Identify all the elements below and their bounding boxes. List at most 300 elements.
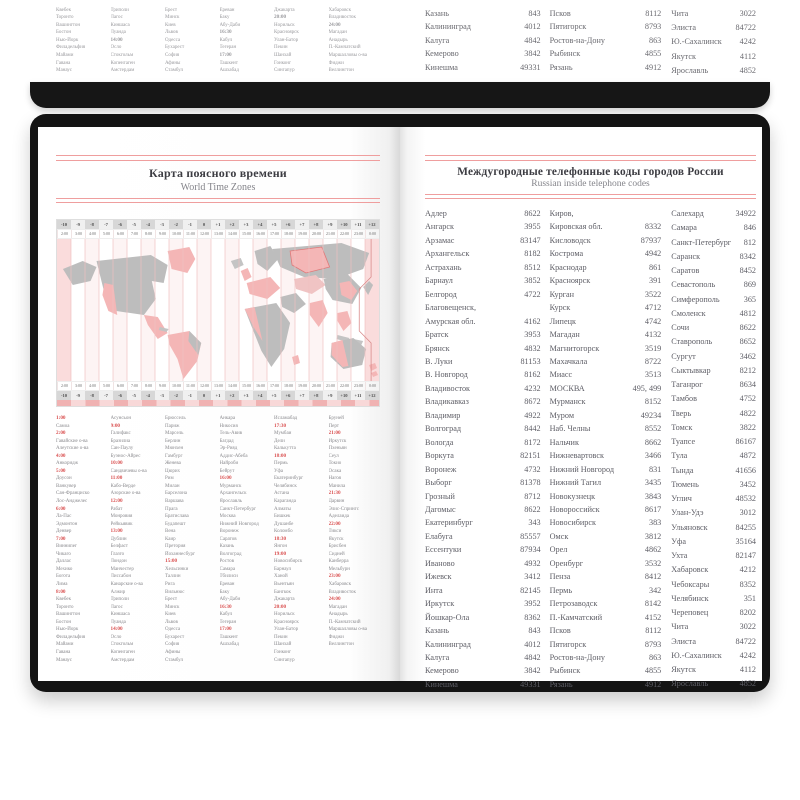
city-name: Дарвин [328, 499, 345, 505]
zone-offset-label: -2 [169, 391, 183, 400]
code-row [671, 606, 756, 620]
city-name: Орел [549, 545, 568, 555]
zone-time-label: 9:00 [155, 382, 169, 390]
city-name: Торонто [56, 15, 74, 21]
code-row [550, 382, 662, 395]
city-name: Манаус [56, 657, 73, 663]
code-row [425, 597, 541, 610]
city-name: Красноярск [274, 30, 299, 36]
phone-code: 8412 [644, 572, 662, 582]
code-row [550, 530, 662, 543]
code-row [550, 490, 662, 503]
city-name: Саранск [671, 251, 701, 261]
city-name: Хабаровск [671, 565, 709, 575]
phone-code: 4732 [524, 464, 541, 474]
city-name: Маршалловы о-ва [328, 53, 367, 59]
city-name: Багдад [219, 438, 234, 444]
page-title: Междугородные телефонные коды городов России [457, 165, 724, 178]
city-name: Хабаровск [328, 582, 352, 588]
timezone-city-list [56, 415, 380, 664]
phone-code: 8793 [644, 22, 662, 32]
city-name: Барнаул [425, 276, 453, 286]
city-name: Таганрог [671, 380, 703, 389]
city-name: П.-Камчатский [328, 619, 361, 625]
zone-offset-label: -5 [127, 220, 141, 229]
zone-time-label: 8:00 [141, 230, 155, 238]
double-rule [425, 155, 756, 161]
phone-code: 85557 [520, 531, 541, 541]
city-name: Тикси [328, 529, 342, 535]
city-name: Воркута [425, 451, 454, 461]
code-row [550, 220, 662, 233]
phone-code: 812 [743, 237, 756, 247]
zone-time-label: 18:00 [281, 230, 295, 238]
phone-code: 4212 [739, 565, 756, 575]
city-name: Самара [671, 223, 697, 233]
city-name: Рейкьявик [110, 521, 133, 527]
city-name: Чита [671, 8, 689, 18]
phone-code: 3022 [739, 622, 756, 632]
phone-code: 35164 [735, 536, 756, 546]
code-row [671, 649, 756, 663]
city-name: Ереван [219, 7, 235, 13]
timezone-hour: 18:30 [274, 535, 287, 542]
zone-offset-label: -2 [169, 220, 183, 229]
city-name: Нижний Новгород [549, 464, 615, 474]
city-name: Манаус [56, 68, 73, 74]
zone-time-label: 6:00 [113, 230, 127, 238]
double-rule [56, 155, 380, 161]
city-name: Чита [671, 622, 689, 632]
city-name: Грозный [425, 491, 455, 501]
city-name: Галифакс [110, 431, 131, 437]
code-row [550, 516, 662, 529]
code-row [550, 20, 662, 33]
code-row [425, 315, 541, 328]
zone-time-label: 18:00 [281, 382, 295, 390]
city-name: Рязань [549, 679, 573, 689]
city-name: Филадельфия [56, 634, 86, 640]
zone-offset-label: +4 [253, 220, 267, 229]
city-name: Якутск [328, 536, 344, 542]
city-name: Иркутск [328, 438, 347, 444]
phone-code: 3842 [524, 666, 541, 676]
city-name: Эдмонтон [56, 521, 78, 527]
code-row [550, 301, 662, 314]
zone-offset-label: +6 [281, 220, 295, 229]
phone-code: 4942 [644, 249, 662, 259]
city-name: Красноярск [549, 276, 591, 286]
city-name: Рабат [110, 506, 123, 512]
city-name: Кемерово [425, 49, 459, 59]
timezone-hour: 22:00 [328, 520, 341, 527]
city-name: Гонконг [274, 60, 292, 66]
phone-code: 8452 [739, 266, 756, 275]
city-name: Стамбул [165, 657, 184, 663]
zone-time-label: 14:00 [225, 382, 239, 390]
phone-code: 8722 [644, 356, 662, 366]
code-row [671, 307, 756, 321]
phone-code: 8142 [644, 599, 662, 609]
phone-codes-table [425, 207, 756, 692]
city-name: Осло [110, 45, 122, 51]
timezone-hour: 20:00 [274, 603, 287, 610]
zone-offset-label: +8 [309, 220, 323, 229]
city-name: Тамбов [671, 394, 698, 404]
city-name: Владимир [425, 410, 461, 420]
city-name: Воронеж [425, 464, 457, 474]
code-row [671, 478, 756, 492]
phone-code: 3852 [524, 276, 541, 286]
city-name: Сеул [328, 453, 339, 459]
city-name: Амурская обл. [425, 316, 476, 326]
phone-code: 84255 [735, 522, 756, 532]
city-name: Мурманск [549, 397, 586, 407]
city-name: Баку [219, 15, 230, 21]
city-name: Веллингтон [328, 642, 354, 648]
phone-code: 83147 [520, 235, 541, 245]
city-name: Ростов [219, 559, 234, 565]
timezone-column [274, 415, 326, 664]
city-name: Веллингтон [328, 68, 354, 74]
city-name: Севастополь [671, 280, 716, 290]
city-name: Казань [425, 626, 449, 636]
city-name: Ашхабад [219, 68, 239, 74]
city-name: Волгоград [219, 551, 242, 557]
city-name: Бейрут [219, 468, 235, 474]
zone-time-label: 9:00 [155, 230, 169, 238]
city-name: Курган [549, 289, 575, 299]
phone-code: 843 [528, 626, 541, 636]
code-row [550, 315, 662, 328]
code-column [550, 7, 662, 78]
phone-code: 82147 [735, 551, 756, 560]
zone-time-label: 17:00 [267, 230, 281, 238]
timezone-column [56, 7, 108, 78]
city-name: Волгоград [425, 424, 462, 434]
code-row [671, 35, 756, 49]
timezone-hour: 7:00 [56, 535, 66, 542]
code-row [671, 264, 756, 278]
code-row [671, 464, 756, 478]
phone-code: 843 [528, 8, 541, 18]
code-row [671, 663, 756, 677]
code-row [425, 301, 541, 314]
phone-code: 4712 [644, 303, 662, 313]
code-row [425, 503, 541, 516]
code-row [550, 274, 662, 287]
zone-time-label: 6:00 [113, 382, 127, 390]
code-row [671, 50, 756, 64]
phone-code: 8622 [524, 504, 541, 514]
code-row [671, 207, 756, 221]
city-name: Торонто [56, 604, 74, 610]
zone-offset-label: +10 [337, 220, 351, 229]
code-row [425, 530, 541, 543]
phone-code: 82145 [520, 585, 541, 595]
zone-offset-label: +7 [295, 391, 309, 400]
city-name: Санкт-Петербург [219, 506, 257, 512]
city-name: Белгород [425, 289, 457, 299]
city-name: Мурманск [219, 483, 242, 489]
phone-code: 82151 [520, 451, 541, 461]
code-row [550, 368, 662, 381]
code-column [550, 207, 662, 692]
phone-code: 84722 [735, 23, 756, 32]
phone-code: 863 [648, 35, 662, 45]
city-name: Ростов-на-Дону [549, 652, 605, 662]
city-name: Киншаса [110, 22, 130, 28]
code-row [671, 435, 756, 449]
city-name: Богота [56, 574, 71, 580]
code-row [550, 463, 662, 476]
city-name: Симферополь [671, 294, 720, 304]
city-name: Стамбул [165, 68, 184, 74]
zone-time-label: 2:00 [57, 230, 71, 238]
code-row [425, 342, 541, 355]
phone-code: 8617 [644, 504, 662, 514]
code-row [425, 247, 541, 260]
city-name: Луанда [110, 619, 126, 625]
zone-time-label: 12:00 [197, 382, 211, 390]
phone-code: 4912 [644, 62, 662, 72]
city-name: Омск [549, 531, 569, 541]
code-row [550, 570, 662, 583]
zone-offset-label: -8 [85, 220, 99, 229]
zone-offset-label: -4 [141, 391, 155, 400]
city-name: Цюрих [165, 468, 181, 474]
code-row [425, 584, 541, 597]
city-name: В. Луки [425, 356, 453, 366]
page-title: Карта поясного времени [149, 165, 287, 180]
city-name: Одесса [165, 37, 181, 43]
city-name: Триполи [110, 7, 129, 13]
city-name: Сургут [671, 351, 696, 361]
code-row [671, 278, 756, 292]
phone-code: 8112 [645, 626, 662, 636]
city-name: В. Новгород [425, 370, 468, 380]
code-row [425, 436, 541, 449]
previous-photo-strip [30, 0, 770, 82]
city-name: Токио [328, 461, 342, 467]
city-name: Магнитогорск [549, 343, 600, 353]
zone-offset-label: +12 [365, 220, 379, 229]
timezone-hour: 8:00 [56, 588, 66, 595]
city-name: Ставрополь [671, 337, 713, 347]
phone-code: 4932 [524, 558, 541, 568]
city-name: Иркутск [425, 599, 455, 609]
city-name: Милан [165, 483, 180, 489]
city-name: Шанхай [274, 53, 292, 59]
city-name: Тында [671, 465, 694, 475]
code-row [671, 21, 756, 35]
city-name: Ташкент [219, 634, 238, 640]
city-name: Самоа [56, 423, 70, 429]
city-name: Лиссабон [110, 574, 132, 580]
phone-code: 495, 499 [632, 383, 662, 393]
code-row [671, 620, 756, 634]
phone-code: 343 [528, 518, 541, 528]
timezone-hour: 1:00 [56, 415, 66, 421]
code-row [671, 449, 756, 463]
code-row [425, 355, 541, 368]
city-name: Бухарест [165, 45, 185, 51]
city-name: Алеутские о-ва [56, 446, 89, 452]
city-name: Адлер [425, 209, 447, 218]
city-name: Найроби [219, 461, 239, 467]
city-name: Псков [549, 8, 571, 18]
zone-time-label: 4:00 [85, 382, 99, 390]
city-name: Баку [219, 589, 230, 595]
city-name: Афины [165, 649, 181, 655]
right-page [400, 127, 762, 689]
code-row [425, 449, 541, 462]
city-name: Пятигорск [549, 639, 587, 649]
zone-offset-label: 0 [197, 391, 211, 400]
phone-code: 3462 [739, 351, 756, 361]
zone-offset-label: +9 [323, 220, 337, 229]
code-row [550, 597, 662, 610]
city-name: Владивосток [328, 589, 356, 595]
code-row [550, 409, 662, 422]
timezone-column [220, 7, 272, 78]
city-name: Мельбурн [328, 566, 350, 572]
phone-code: 3466 [644, 451, 662, 461]
city-name: Томск [671, 422, 693, 432]
city-name: Таллин [165, 574, 181, 580]
code-row [671, 535, 756, 549]
left-page [38, 127, 400, 681]
city-name: Ванкувер [56, 483, 77, 489]
zone-time-label: 3:00 [71, 230, 85, 238]
city-name: Пенза [549, 572, 571, 582]
city-name: Магадан [328, 30, 347, 36]
zone-time-label: 20:00 [309, 382, 323, 390]
code-row [550, 543, 662, 556]
city-name: Калуга [425, 652, 450, 662]
city-name: Гонконг [274, 649, 292, 655]
code-row [425, 368, 541, 381]
code-row [550, 584, 662, 597]
code-row [671, 364, 756, 378]
city-name: Берлин [165, 438, 181, 444]
city-name: Калининград [425, 639, 471, 649]
city-name: Белфаст [110, 544, 128, 550]
city-name: Ю.-Сахалинск [671, 650, 722, 660]
city-name: Глазго [110, 551, 125, 557]
city-name: Бразилиа [110, 438, 131, 444]
phone-code: 3955 [524, 222, 541, 232]
city-name: МОСКВА [549, 383, 585, 393]
phone-code: 3843 [644, 491, 662, 501]
city-name: Канберра [328, 559, 349, 565]
phone-code: 3812 [644, 531, 662, 541]
zone-time-label: 22:00 [337, 230, 351, 238]
city-name: Кабо-Верде [110, 483, 136, 489]
city-name: Львов [165, 30, 178, 36]
code-row [425, 20, 541, 33]
timezone-hour: 23:00 [328, 573, 341, 580]
code-column [671, 207, 756, 692]
city-name: Ла-Пас [56, 514, 72, 520]
zone-time-label: 22:00 [337, 382, 351, 390]
city-name: Пятигорск [549, 22, 587, 32]
phone-code: 3513 [644, 370, 662, 380]
zone-time-label: 13:00 [211, 382, 225, 390]
zone-offset-label: +8 [309, 391, 323, 400]
code-row [550, 247, 662, 260]
city-name: Бангкок [274, 589, 291, 595]
phone-code: 3842 [524, 49, 541, 59]
code-row [425, 678, 541, 691]
city-name: Ульяновск [671, 522, 708, 532]
phone-code: 861 [648, 262, 662, 272]
page-subtitle: World Time Zones [180, 181, 256, 193]
code-row [425, 490, 541, 503]
zone-offset-label: +2 [225, 391, 239, 400]
zone-time-label: 16:00 [253, 230, 267, 238]
city-name: Братислава [165, 514, 189, 520]
code-row [425, 395, 541, 408]
world-time-zones-map [56, 219, 380, 407]
city-name: Сан-Франциско [56, 491, 90, 497]
city-name: Марсель [165, 431, 184, 437]
city-name: Пхеньян [328, 446, 347, 452]
code-row [550, 557, 662, 570]
city-name: Прага [165, 506, 178, 512]
zone-times-row-bottom [57, 381, 379, 391]
code-row [425, 288, 541, 301]
city-name: Кинешма [425, 62, 458, 72]
page-subtitle: Russian inside telephone codes [531, 178, 650, 189]
zone-offset-label: -3 [155, 220, 169, 229]
code-row [671, 335, 756, 349]
phone-code: 4912 [644, 679, 662, 689]
city-name: Киншаса [110, 612, 130, 618]
world-map-graphic [57, 239, 379, 381]
city-name: Анадырь [328, 37, 348, 43]
city-name: Лагос [110, 604, 123, 610]
phone-code: 8662 [644, 437, 662, 447]
zone-time-label: 10:00 [169, 382, 183, 390]
phone-code: 365 [743, 294, 756, 304]
zone-time-label: 3:00 [71, 382, 85, 390]
city-name: Луанда [110, 30, 126, 36]
city-name: Якутск [671, 51, 696, 61]
zone-time-label: 23:00 [351, 382, 365, 390]
city-name: Астрахань [425, 262, 462, 272]
city-name: Челябинск [671, 593, 709, 603]
phone-code: 4722 [524, 289, 541, 299]
code-row [671, 677, 756, 691]
zone-offset-label: -10 [57, 391, 71, 400]
zone-time-label: 8:00 [141, 382, 155, 390]
code-row [550, 7, 662, 20]
code-row [671, 592, 756, 606]
city-name: Брянск [425, 343, 450, 353]
code-row [550, 664, 662, 677]
zone-offset-label: +11 [351, 391, 365, 400]
city-name: Пекин [274, 45, 288, 51]
city-name: Элиста [671, 23, 696, 32]
code-column [425, 207, 541, 692]
timezone-hour: 17:30 [274, 422, 287, 429]
city-name: Углич [671, 494, 692, 503]
city-name: Саратов [219, 536, 237, 542]
phone-code: 3452 [739, 479, 756, 489]
phone-code: 4855 [644, 49, 662, 59]
zone-offset-label: -3 [155, 391, 169, 400]
